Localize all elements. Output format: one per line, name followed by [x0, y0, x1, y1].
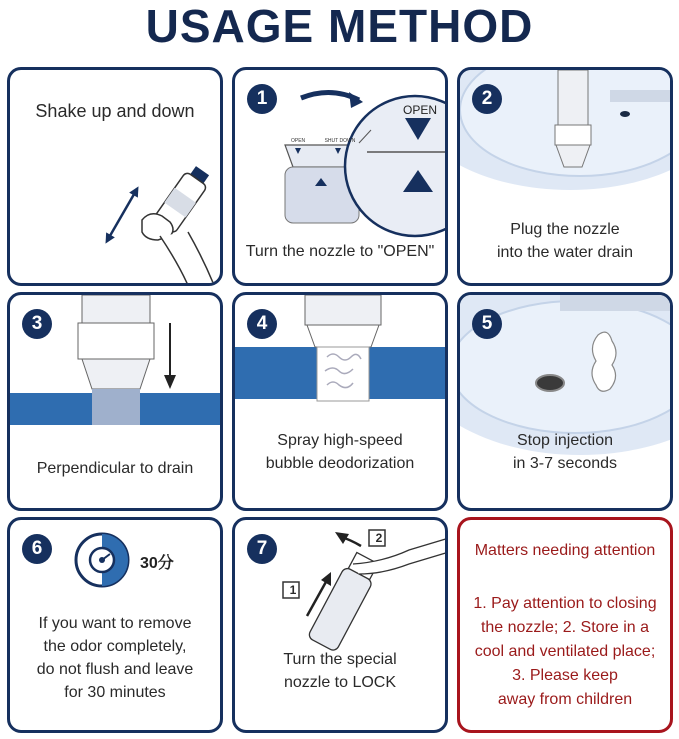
step-6-caption-line: for 30 minutes	[64, 684, 166, 701]
step-7-caption	[235, 648, 445, 694]
drain-hole-icon	[536, 375, 564, 391]
step-4-caption-line: bubble deodorization	[265, 455, 415, 472]
step-5-caption	[460, 429, 670, 475]
step-number-2: 2	[472, 84, 502, 114]
page-title: USAGE METHOD	[145, 0, 534, 52]
attention-line: cool and ventilated place;	[474, 643, 656, 660]
step-number-7: 7	[247, 534, 277, 564]
panel-step-6	[7, 517, 223, 733]
panel-step-7	[232, 517, 448, 733]
step-6-caption	[10, 612, 220, 704]
dial-label-shut-down: SHUT DOWN	[324, 138, 356, 144]
step-3-caption	[10, 457, 220, 480]
attention-line: the nozzle; 2. Store in a	[480, 619, 650, 636]
step-3-caption-line: Perpendicular to drain	[36, 460, 194, 477]
step-6-caption-line: do not flush and leave	[36, 661, 194, 678]
step-2-caption	[460, 218, 670, 264]
panel-step-2	[457, 67, 673, 286]
step-6-caption-line: the odor completely,	[43, 638, 187, 655]
step-1-caption	[235, 240, 445, 263]
attention-line: 3. Please keep	[512, 667, 618, 684]
dial-label-open: OPEN	[291, 138, 306, 144]
open-label: OPEN	[403, 103, 438, 117]
step-5-caption-line: Stop injection	[516, 432, 614, 449]
sub-step-2-label: 2	[375, 531, 383, 545]
step-4-caption	[235, 429, 445, 475]
step-4-caption-line: Spray high-speed	[277, 432, 403, 449]
step-number-4: 4	[247, 309, 277, 339]
step-5-caption-line: in 3-7 seconds	[512, 455, 618, 472]
step-7-caption-line: nozzle to LOCK	[283, 674, 397, 691]
timer-label: 30分	[140, 555, 174, 572]
panel-shake	[7, 67, 223, 286]
panel-attention	[457, 517, 673, 733]
step-number-5: 5	[472, 309, 502, 339]
shake-arrow-icon	[101, 184, 143, 246]
step-number-3: 3	[22, 309, 52, 339]
attention-line: away from children	[497, 691, 633, 708]
step-1-caption-line: Turn the nozzle to "OPEN"	[245, 243, 435, 260]
step-2-caption-line: Plug the nozzle	[510, 221, 620, 238]
lock-nozzle-illustration	[235, 520, 448, 733]
sub-step-1-label: 1	[289, 583, 297, 597]
step-number-6: 6	[22, 534, 52, 564]
panel-step-4	[232, 292, 448, 511]
step-7-caption-line: Turn the special	[283, 651, 397, 668]
foam-icon	[592, 332, 616, 391]
step-2-caption-line: into the water drain	[496, 244, 634, 261]
attention-title: Matters needing attention	[474, 542, 656, 559]
step-6-caption-line: If you want to remove	[38, 615, 192, 632]
attention-body	[464, 592, 666, 712]
panel-step-5	[457, 292, 673, 511]
shake-caption-line: Shake up and down	[35, 101, 195, 121]
panel-step-3	[7, 292, 223, 511]
attention-line: 1. Pay attention to closing	[473, 595, 657, 612]
step-number-1: 1	[247, 84, 277, 114]
dial-small-labels	[291, 138, 371, 144]
bottle-in-hand-icon	[10, 70, 223, 286]
panel-step-1	[232, 67, 448, 286]
